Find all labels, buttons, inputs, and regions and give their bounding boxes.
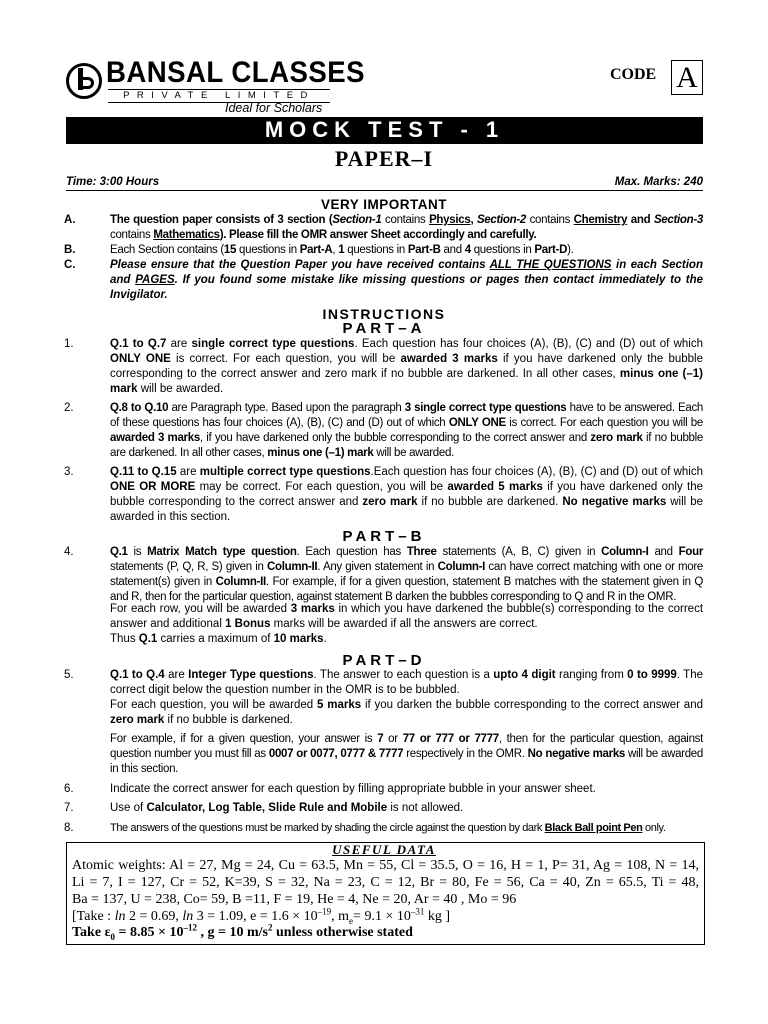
instruction-6-number: 6. — [64, 783, 74, 795]
part-a-heading: PART–A — [342, 320, 426, 337]
instruction-5-example: For example, if for a given question, your answer is 7 or 77 or 777 or 7777, then for the particular question, against question number you must fill as 0007 or 0077, 0777 & 7777 respectively in the OMR. No negative marks will be awarded in this section. — [110, 733, 704, 775]
point-a-text: The question paper consists of 3 section (Section-1 contains Physics, Section-2 contains Chemistry and Section-3 contains Mathematics). Please fill the OMR answer Sheet accordingly and carefully. — [110, 214, 703, 241]
take-values-line: Take $\varepsilon_0 = 8.85 \times 10^{-12}$ , g = 10 $m/s^2$ unless otherwise stated — [72, 922, 413, 942]
header-divider — [66, 190, 703, 191]
instruction-7-number: 7. — [64, 802, 74, 814]
point-c-text: Please ensure that the Question Paper you have received contains ALL THE QUESTIONS in each Section and PAGES. If you found some mistake like missing questions or pages then contact immediately to the Invigilator. — [110, 259, 704, 301]
constants-line: [Take : ln 2 = 0.69, ln 3 = 1.09, $e = 1.6 \times 10^{-19}$, $m_e= 9.1 \times 10^{-31}$ kg ] — [72, 906, 451, 926]
instruction-4-text: Q.1 is Matrix Match type question. Each question has Three statements (A, B, C) given in Column-I and Four statements (P, Q, R, S) given in Column-II. Any given statement in Column-I can have correct matching with one or more statement(s) given in Column-II. For example, if for a given question, statement B matches with the statement given in Q and R, then for the particular question, against statement B darken the bubbles corresponding to Q and R in the OMR. — [110, 546, 704, 603]
brand-subtitle: PRIVATE LIMITED — [108, 89, 330, 103]
atomic-weights-line-2: Li = 7, I = 127, Cr = 52, K=39, S = 32, Na = 23, C = 12, Br = 80, Fe = 56, Ca = 40, Zn = 65.5, Ti = 48, — [72, 875, 699, 890]
instruction-4-bonus: For each row, you will be awarded 3 marks in which you have darkened the bubble(s) corresponding to the correct answer and additional 1 Bonus marks will be awarded if all the answers are correct. — [110, 603, 704, 630]
tagline: Ideal for Scholars — [225, 101, 323, 115]
instruction-6-text: Indicate the correct answer for each question by filling appropriate bubble in your answer sheet. — [110, 783, 596, 795]
code-label: CODE — [610, 66, 657, 83]
code-value-box: A — [671, 60, 703, 95]
instruction-2-text: Q.8 to Q.10 are Paragraph type. Based upon the paragraph 3 single correct type questions have to be answered. Each of these questions has four choices (A), (B), (C) and (D) out of which ONLY ONE is correct. For each question you will be awarded 3 marks, if you have darkened only the bubble corresponding to the correct answer and zero mark if no bubble are darkened. In all other cases, minus one (–1) mark will be awarded. — [110, 402, 703, 459]
instruction-5-number: 5. — [64, 669, 74, 681]
instruction-8-text: The answers of the questions must be marked by shading the circle against the question by dark Black Ball point Pen only. — [110, 822, 666, 834]
bansal-logo-icon — [66, 62, 102, 100]
mock-test-title: MOCK TEST - 1 — [66, 117, 703, 144]
instruction-5-text: Q.1 to Q.4 are Integer Type questions. The answer to each question is a upto 4 digit ranging from 0 to 9999. The correct digit below the question number in the OMR is to be bubbled. — [110, 669, 703, 696]
time-duration: Time: 3:00 Hours — [66, 176, 160, 188]
instruction-2-number: 2. — [64, 402, 74, 414]
atomic-weights-line-1: Atomic weights: Al = 27, Mg = 24, Cu = 63.5, Mn = 55, Cl = 35.5, O = 16, H = 1, P= 31, Ag = 108, N = 14, — [72, 858, 699, 873]
part-b-heading: PART–B — [342, 528, 426, 545]
max-marks: Max. Marks: 240 — [614, 176, 703, 188]
instructions-heading: INSTRUCTIONS — [322, 306, 446, 322]
paper-title: PAPER–I — [334, 146, 434, 171]
very-important-heading: VERY IMPORTANT — [320, 197, 447, 212]
instruction-1-text: Q.1 to Q.7 are single correct type questions. Each question has four choices (A), (B), (C) and (D) out of which ONLY ONE is correct. For each question, you will be awarded 3 marks if you have darkened only the bubble corresponding to the correct answer and zero mark if no bubble are darkened. In all other cases, minus one (–1) mark will be awarded. — [110, 338, 704, 395]
instruction-3-text: Q.11 to Q.15 are multiple correct type questions.Each question has four choices (A), (B), (C) and (D) out of which ONE OR MORE may be correct. For each question, you will be awarded 5 marks if you have darkened only the bubble corresponding to the correct answer and zero mark if no bubble are darkened. No negative marks will be awarded in this section. — [110, 466, 704, 523]
part-d-heading: PART–D — [342, 652, 426, 669]
instruction-5-marks: For each question, you will be awarded 5 marks if you darken the bubble corresponding to the correct answer and zero mark if no bubble is darkened. — [110, 699, 703, 726]
atomic-weights-line-3: Ba = 137, U = 238, Co= 59, B =11, F = 19, He = 4, Ne = 20, Ar = 40 , Mo = 96 — [72, 892, 517, 907]
instruction-7-text: Use of Calculator, Log Table, Slide Rule and Mobile is not allowed. — [110, 802, 464, 814]
point-b-number: B. — [64, 244, 76, 256]
point-c-number: C. — [64, 259, 76, 271]
useful-data-title: USEFUL DATA — [332, 842, 436, 857]
instruction-1-number: 1. — [64, 338, 74, 350]
point-a-number: A. — [64, 214, 76, 226]
instruction-3-number: 3. — [64, 466, 74, 478]
point-b-text: Each Section contains (15 questions in Part-A, 1 questions in Part-B and 4 questions in Part-D). — [110, 244, 574, 256]
instruction-8-number: 8. — [64, 822, 74, 834]
brand-name: BANSAL CLASSES — [106, 56, 365, 89]
instruction-4-max: Thus Q.1 carries a maximum of 10 marks. — [110, 633, 327, 645]
instruction-4-number: 4. — [64, 546, 74, 558]
